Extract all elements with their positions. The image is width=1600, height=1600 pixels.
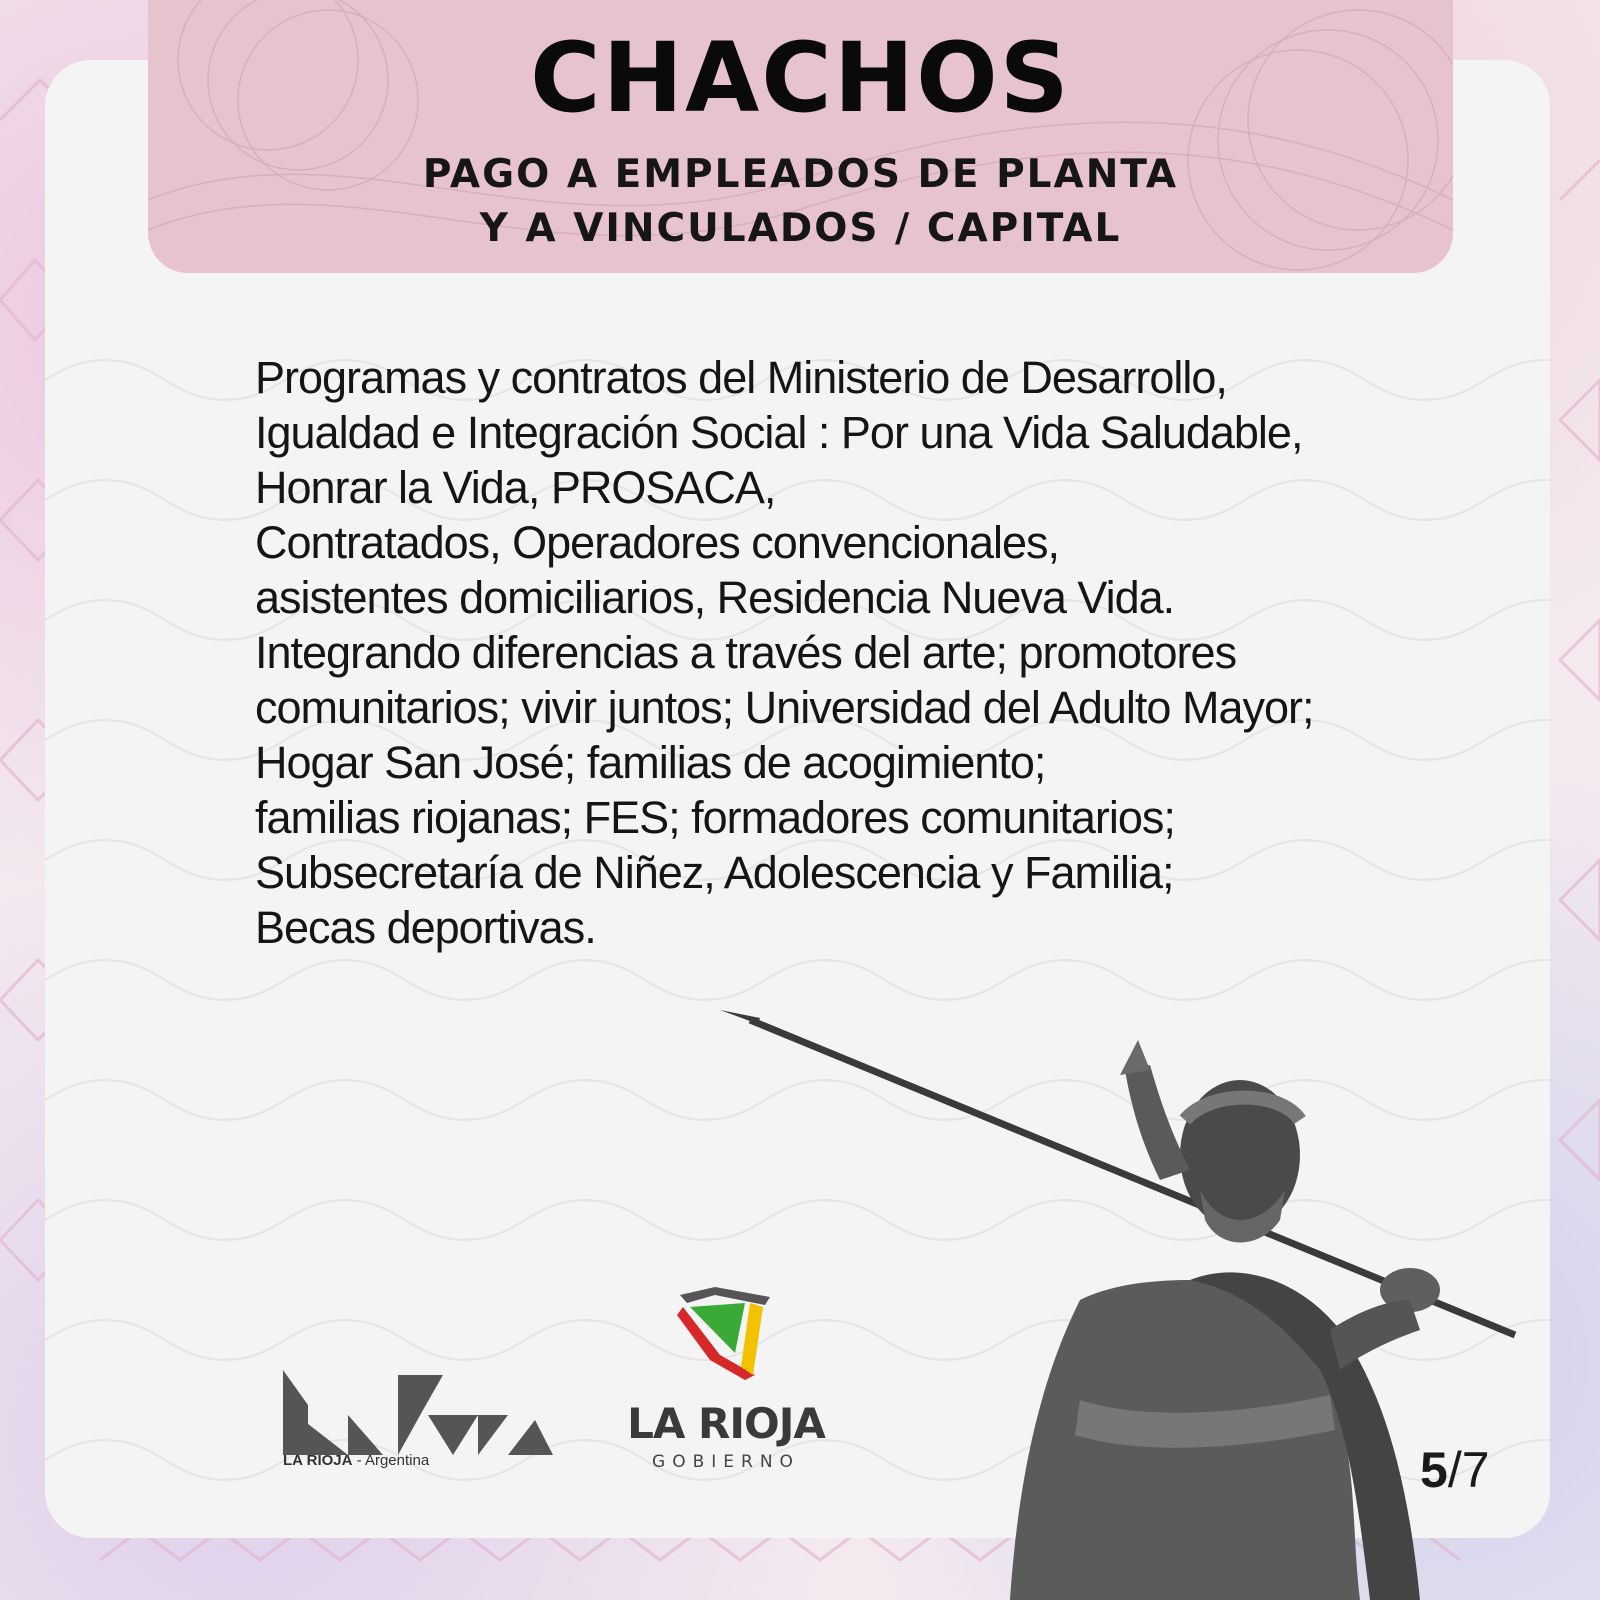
- body-line: comunitarios; vivir juntos; Universidad del Adulto Mayor;: [255, 682, 1314, 733]
- body-line: Contratados, Operadores convencionales,: [255, 517, 1060, 568]
- program-list-text: [255, 350, 1545, 955]
- body-line: familias riojanas; FES; formadores comunitarios;: [255, 792, 1175, 843]
- gobierno-logo-subtitle: GOBIERNO: [652, 1452, 800, 1472]
- gobierno-logo-name: LA RIOJA: [627, 1399, 825, 1448]
- subtitle-line-1: PAGO A EMPLEADOS DE PLANTA: [422, 152, 1179, 197]
- page-subtitle: [148, 148, 1453, 256]
- page-counter: [1420, 1440, 1490, 1500]
- page-current: 5: [1420, 1442, 1448, 1498]
- marca-caption-rest: - Argentina: [352, 1452, 430, 1469]
- body-line: Hogar San José; familias de acogimiento;: [255, 737, 1046, 788]
- page-total: /7: [1447, 1442, 1490, 1498]
- subtitle-line-2: Y A VINCULADOS / CAPITAL: [479, 206, 1122, 251]
- body-line: Honrar la Vida, PROSACA,: [255, 462, 776, 513]
- body-line: asistentes domiciliarios, Residencia Nueva Vida.: [255, 572, 1175, 623]
- marca-caption: [283, 1452, 429, 1469]
- chacho-statue-image: [720, 1000, 1550, 1600]
- page-title: CHACHOS: [530, 22, 1071, 134]
- header-banner: [148, 0, 1453, 273]
- body-line: Integrando diferencias a través del arte; promotores: [255, 627, 1237, 678]
- gobierno-emblem-icon: [675, 1285, 775, 1385]
- body-line: Becas deportivas.: [255, 902, 596, 953]
- body-line: Programas y contratos del Ministerio de Desarrollo,: [255, 352, 1227, 403]
- marca-caption-bold: LA RIOJA: [283, 1452, 353, 1469]
- body-line: Subsecretaría de Niñez, Adolescencia y Familia;: [255, 847, 1174, 898]
- body-line: Igualdad e Integración Social : Por una Vida Saludable,: [255, 407, 1303, 458]
